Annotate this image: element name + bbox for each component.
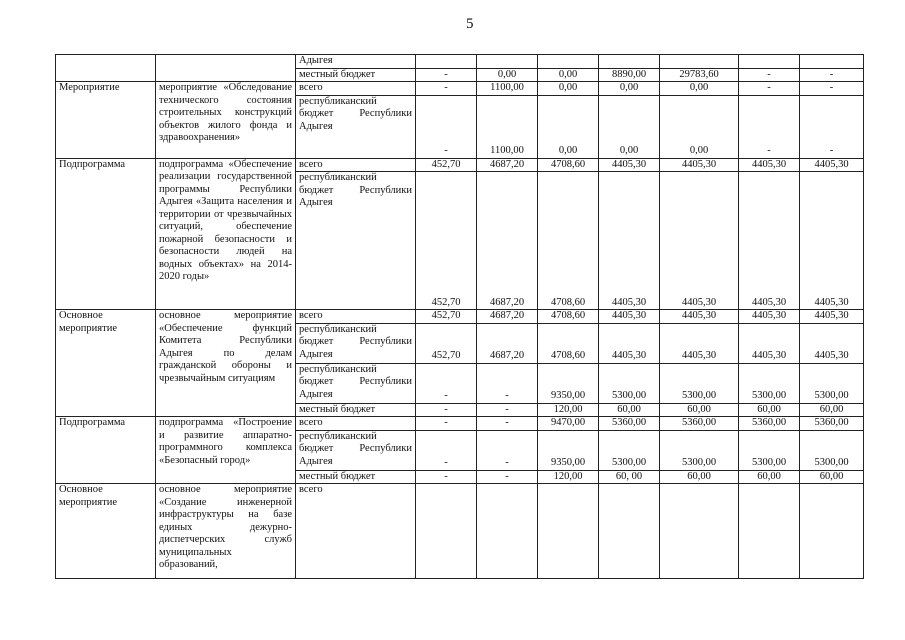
value-cell: 4687,20 bbox=[477, 310, 538, 324]
value-cell: 4687,20 bbox=[477, 323, 538, 363]
row-name-cell: подпрограмма «Обеспечение реализации государственной программы Республики Адыгея «Защита населения и территории от чрезвычайных ситуаций, обеспечение пожарной безопасности и безопасности людей на водных объектах» на 2014-2020 годы» bbox=[156, 158, 296, 310]
value-cell: - bbox=[416, 68, 477, 82]
row-type-cell: Основное мероприятие bbox=[56, 484, 156, 579]
value-cell: 4405,30 bbox=[800, 323, 864, 363]
funding-source-cell: всего bbox=[296, 82, 416, 96]
value-cell: 0,00 bbox=[538, 82, 599, 96]
value-cell: - bbox=[477, 363, 538, 403]
value-cell: 4405,30 bbox=[739, 310, 800, 324]
row-name-cell: мероприятие «Обследование технического состояния строительных конструкций объектов жилого фонда и здравоохранения» bbox=[156, 82, 296, 159]
value-cell bbox=[416, 484, 477, 579]
value-cell: - bbox=[416, 403, 477, 417]
value-cell bbox=[800, 484, 864, 579]
value-cell: 5300,00 bbox=[800, 363, 864, 403]
value-cell: 4708,60 bbox=[538, 158, 599, 172]
table-row bbox=[56, 484, 864, 579]
value-cell bbox=[538, 55, 599, 69]
funding-source-cell: местный бюджет bbox=[296, 68, 416, 82]
value-cell: - bbox=[739, 95, 800, 158]
table-body bbox=[56, 55, 864, 579]
value-cell: 5300,00 bbox=[739, 363, 800, 403]
value-cell: - bbox=[416, 95, 477, 158]
value-cell bbox=[477, 55, 538, 69]
value-cell: 0,00 bbox=[660, 82, 739, 96]
value-cell: - bbox=[416, 470, 477, 484]
funding-source-cell: республиканский бюджет Республики Адыгея bbox=[296, 95, 416, 158]
value-cell: 0,00 bbox=[538, 95, 599, 158]
value-cell bbox=[416, 55, 477, 69]
value-cell: - bbox=[739, 82, 800, 96]
value-cell: 60,00 bbox=[739, 403, 800, 417]
value-cell: 0,00 bbox=[538, 68, 599, 82]
funding-source-cell: местный бюджет bbox=[296, 403, 416, 417]
funding-source-cell: всего bbox=[296, 310, 416, 324]
value-cell bbox=[599, 55, 660, 69]
row-type-cell: Подпрограмма bbox=[56, 417, 156, 484]
value-cell: 4405,30 bbox=[800, 310, 864, 324]
value-cell: - bbox=[800, 82, 864, 96]
table-row bbox=[56, 310, 864, 324]
value-cell: 8890,00 bbox=[599, 68, 660, 82]
table-row bbox=[56, 417, 864, 431]
budget-table bbox=[55, 54, 864, 579]
value-cell: 0,00 bbox=[599, 82, 660, 96]
value-cell: 4405,30 bbox=[599, 323, 660, 363]
page-number: 5 bbox=[466, 16, 474, 32]
value-cell bbox=[660, 484, 739, 579]
value-cell: 4708,60 bbox=[538, 172, 599, 310]
funding-source-cell: республиканский бюджет Республики Адыгея bbox=[296, 323, 416, 363]
value-cell: 5300,00 bbox=[599, 363, 660, 403]
table-row bbox=[56, 55, 864, 69]
value-cell: 4405,30 bbox=[599, 310, 660, 324]
value-cell: 4405,30 bbox=[800, 172, 864, 310]
value-cell: 4708,60 bbox=[538, 310, 599, 324]
value-cell: 1100,00 bbox=[477, 95, 538, 158]
value-cell: 9470,00 bbox=[538, 417, 599, 431]
value-cell: 4405,30 bbox=[660, 310, 739, 324]
value-cell: 120,00 bbox=[538, 470, 599, 484]
value-cell: 5360,00 bbox=[599, 417, 660, 431]
value-cell: 4405,30 bbox=[739, 158, 800, 172]
value-cell: 4708,60 bbox=[538, 323, 599, 363]
value-cell: 0,00 bbox=[599, 95, 660, 158]
funding-source-cell: местный бюджет bbox=[296, 470, 416, 484]
value-cell: 4405,30 bbox=[660, 158, 739, 172]
value-cell: 4687,20 bbox=[477, 172, 538, 310]
row-name-cell bbox=[156, 55, 296, 82]
value-cell: 29783,60 bbox=[660, 68, 739, 82]
value-cell bbox=[538, 484, 599, 579]
value-cell: 4405,30 bbox=[739, 172, 800, 310]
value-cell bbox=[599, 484, 660, 579]
value-cell: 4405,30 bbox=[660, 172, 739, 310]
value-cell: - bbox=[800, 95, 864, 158]
row-name-cell: основное мероприятие «Обеспечение функций Комитета Республики Адыгея по делам гражданской обороны и чрезвычайным ситуациям bbox=[156, 310, 296, 417]
value-cell: 0,00 bbox=[477, 68, 538, 82]
value-cell: 1100,00 bbox=[477, 82, 538, 96]
value-cell bbox=[800, 55, 864, 69]
funding-source-cell: республиканский бюджет Республики Адыгея bbox=[296, 430, 416, 470]
value-cell: 5300,00 bbox=[660, 363, 739, 403]
value-cell bbox=[739, 55, 800, 69]
table-row bbox=[56, 82, 864, 96]
value-cell: - bbox=[739, 68, 800, 82]
value-cell: 452,70 bbox=[416, 323, 477, 363]
value-cell: 4405,30 bbox=[800, 158, 864, 172]
row-type-cell: Подпрограмма bbox=[56, 158, 156, 310]
funding-source-cell: республиканский бюджет Республики Адыгея bbox=[296, 363, 416, 403]
value-cell: 452,70 bbox=[416, 310, 477, 324]
value-cell: - bbox=[416, 363, 477, 403]
row-type-cell: Мероприятие bbox=[56, 82, 156, 159]
value-cell: 9350,00 bbox=[538, 430, 599, 470]
value-cell: 4405,30 bbox=[660, 323, 739, 363]
value-cell: 5300,00 bbox=[599, 430, 660, 470]
value-cell bbox=[477, 484, 538, 579]
value-cell: - bbox=[477, 403, 538, 417]
value-cell: 4687,20 bbox=[477, 158, 538, 172]
value-cell: 60,00 bbox=[660, 403, 739, 417]
funding-source-cell: всего bbox=[296, 417, 416, 431]
value-cell: 60,00 bbox=[739, 470, 800, 484]
value-cell: 4405,30 bbox=[599, 158, 660, 172]
value-cell: - bbox=[416, 417, 477, 431]
row-type-cell bbox=[56, 55, 156, 82]
value-cell: - bbox=[477, 430, 538, 470]
value-cell: 60, 00 bbox=[599, 470, 660, 484]
row-name-cell: основное мероприятие «Создание инженерной инфраструктуры на базе единых дежурно-диспетчерских служб муниципальных образований, bbox=[156, 484, 296, 579]
value-cell: 60,00 bbox=[800, 403, 864, 417]
value-cell: 60,00 bbox=[660, 470, 739, 484]
table-row bbox=[56, 158, 864, 172]
value-cell: 5300,00 bbox=[660, 430, 739, 470]
value-cell: - bbox=[800, 68, 864, 82]
value-cell: 5360,00 bbox=[660, 417, 739, 431]
funding-source-cell: всего bbox=[296, 484, 416, 579]
row-type-cell: Основное мероприятие bbox=[56, 310, 156, 417]
value-cell: 60,00 bbox=[800, 470, 864, 484]
value-cell: - bbox=[416, 82, 477, 96]
value-cell: 4405,30 bbox=[599, 172, 660, 310]
value-cell: - bbox=[477, 417, 538, 431]
value-cell: 60,00 bbox=[599, 403, 660, 417]
value-cell: - bbox=[416, 430, 477, 470]
funding-source-cell: республиканский бюджет Республики Адыгея bbox=[296, 172, 416, 310]
value-cell: 4405,30 bbox=[739, 323, 800, 363]
value-cell: 120,00 bbox=[538, 403, 599, 417]
value-cell: 9350,00 bbox=[538, 363, 599, 403]
value-cell bbox=[660, 55, 739, 69]
value-cell: 5300,00 bbox=[739, 430, 800, 470]
value-cell: 5360,00 bbox=[800, 417, 864, 431]
value-cell: 452,70 bbox=[416, 158, 477, 172]
value-cell: 5300,00 bbox=[800, 430, 864, 470]
row-name-cell: подпрограмма «Построение и развитие аппаратно-программного комплекса «Безопасный город» bbox=[156, 417, 296, 484]
value-cell bbox=[739, 484, 800, 579]
value-cell: 452,70 bbox=[416, 172, 477, 310]
value-cell: 5360,00 bbox=[739, 417, 800, 431]
value-cell: 0,00 bbox=[660, 95, 739, 158]
funding-source-cell: всего bbox=[296, 158, 416, 172]
funding-source-cell: Адыгея bbox=[296, 55, 416, 69]
value-cell: - bbox=[477, 470, 538, 484]
